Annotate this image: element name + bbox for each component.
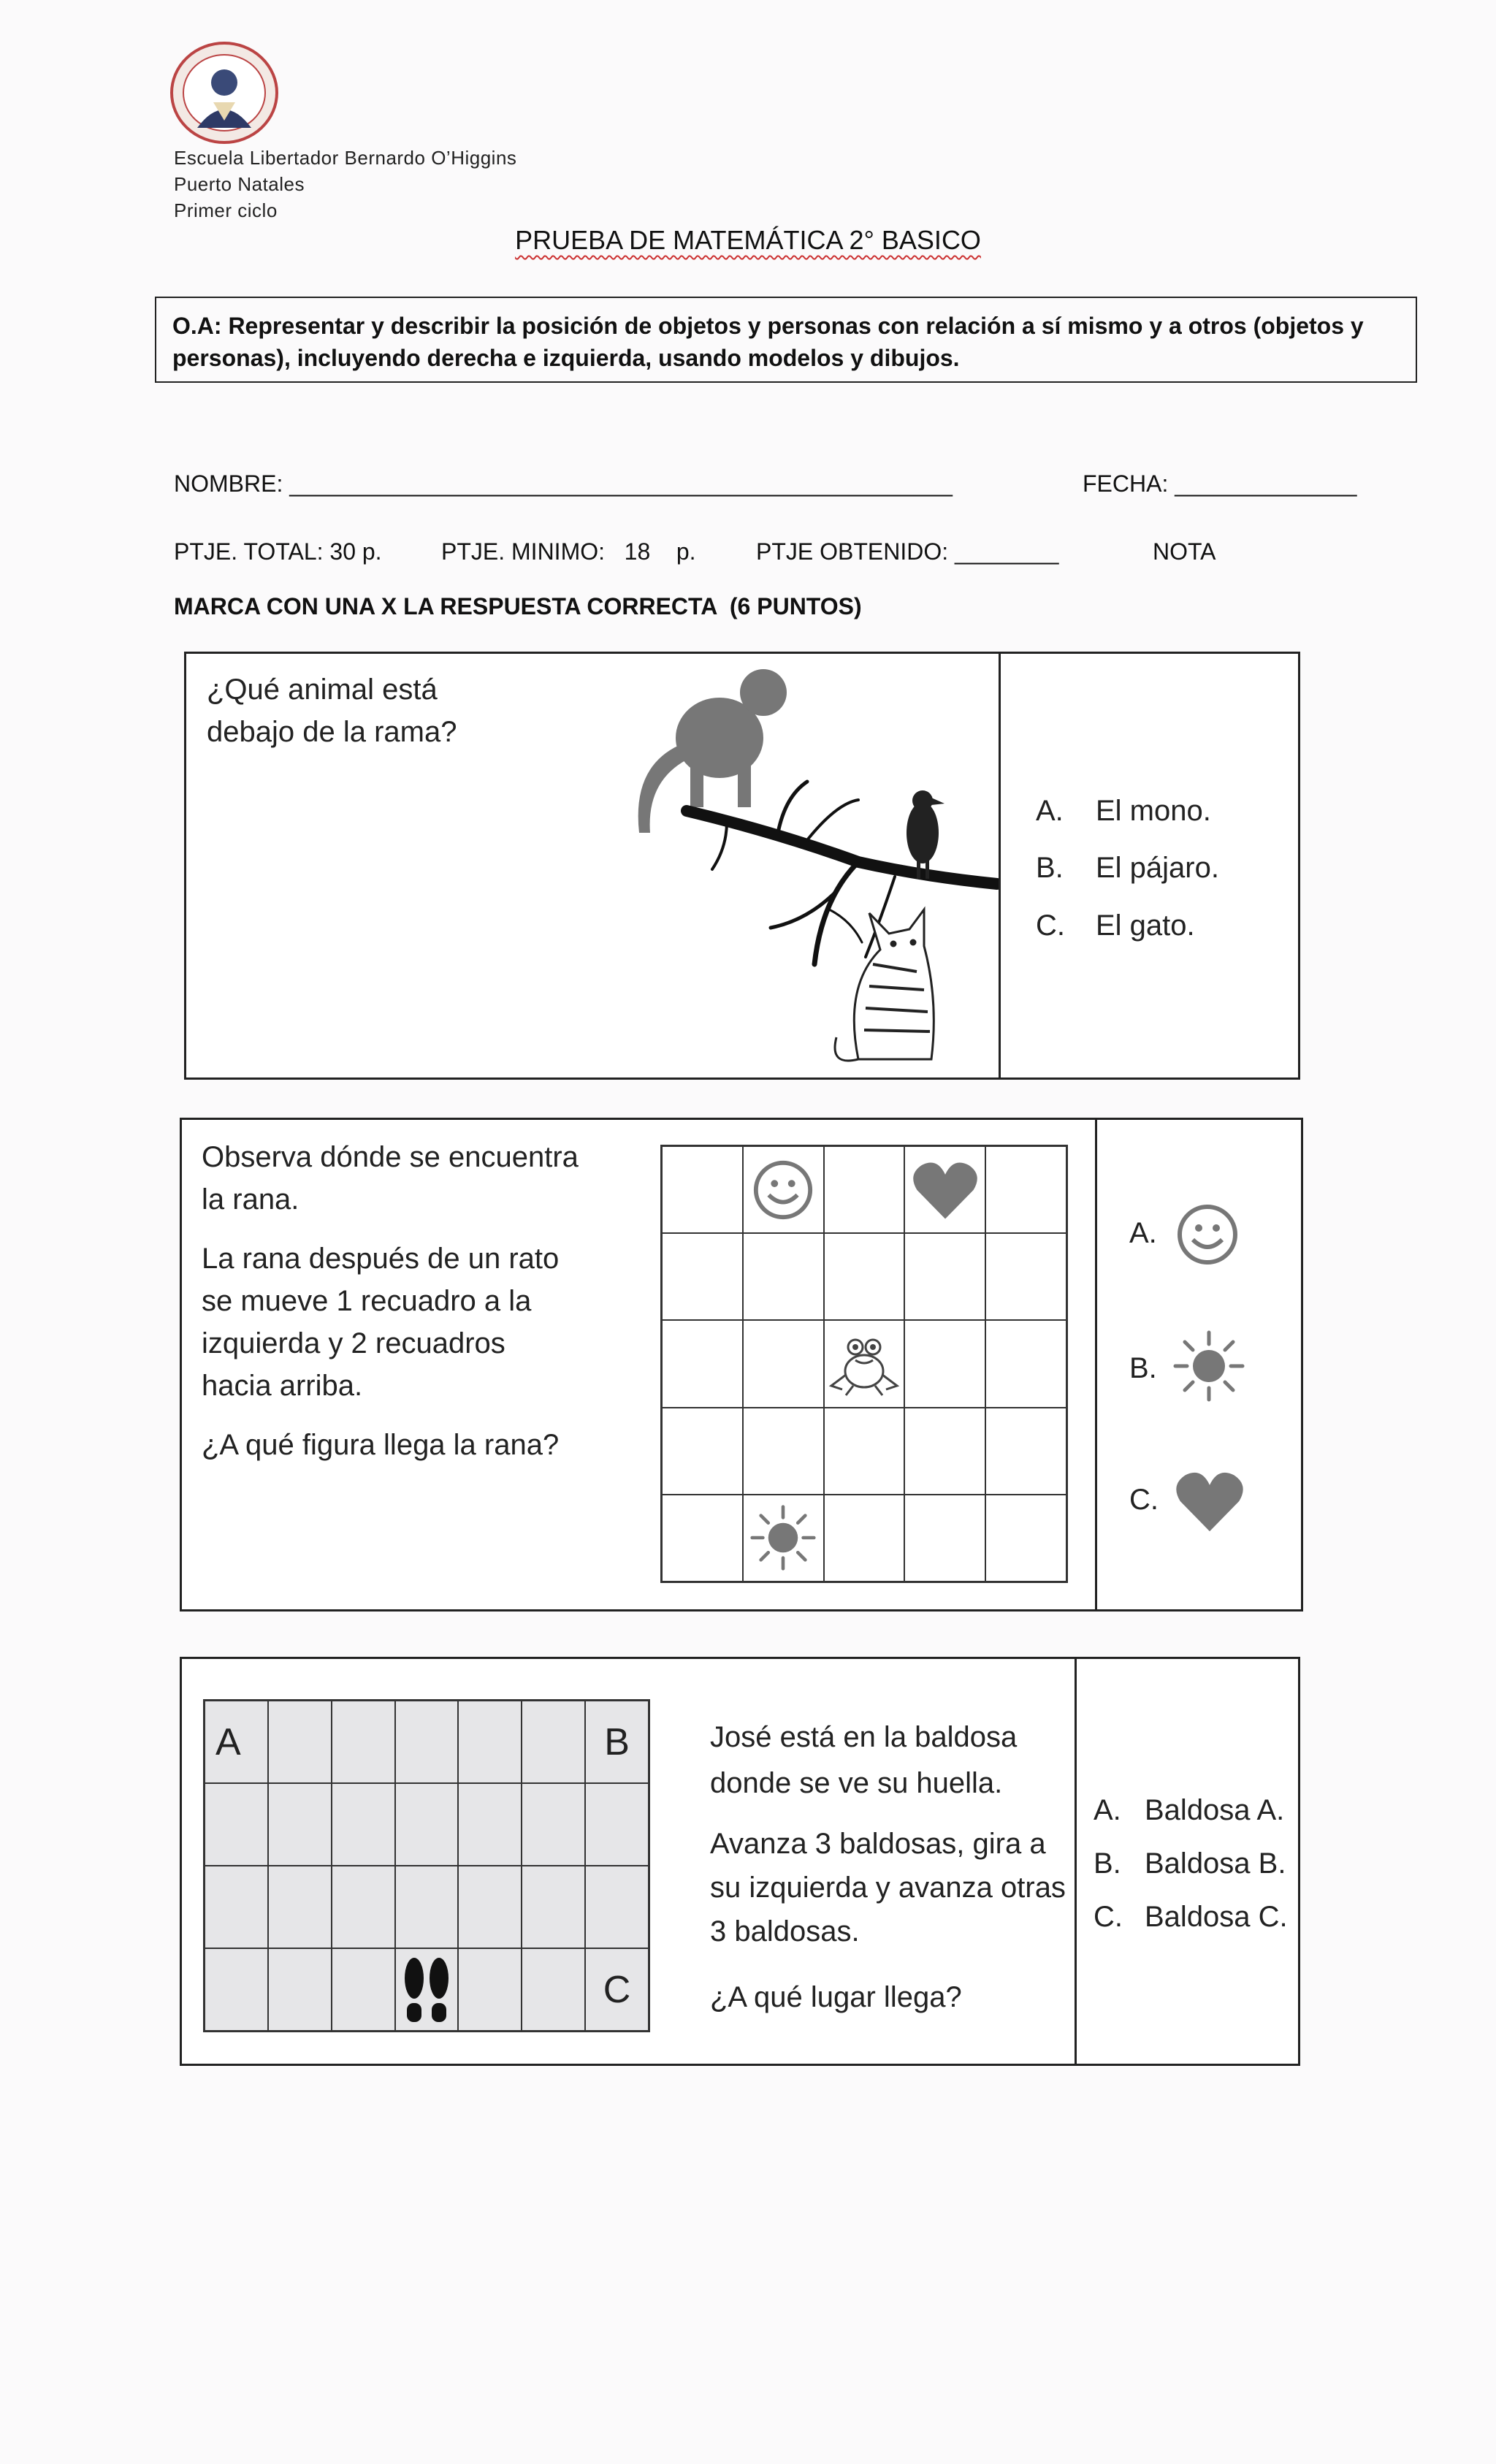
grid-cell [904, 1320, 985, 1407]
q3-option-a-letter: A. [1094, 1794, 1121, 1826]
tile-b: B [585, 1701, 649, 1783]
tile [585, 1866, 649, 1948]
q2-option-b-letter: B. [1129, 1352, 1157, 1384]
q3-text-line4: su izquierda y avanza otras [710, 1872, 1066, 1904]
frog-icon [828, 1331, 901, 1397]
q3-option-b-text: Baldosa B. [1145, 1847, 1286, 1880]
q1-option-c-text: El gato. [1096, 909, 1195, 942]
q1-text-line2: debajo de la rama? [207, 716, 457, 748]
q1-option-b-text: El pájaro. [1096, 852, 1219, 884]
grid-cell [904, 1495, 985, 1582]
grid-cell [985, 1408, 1066, 1495]
tile [332, 1948, 395, 2031]
q2-option-c-letter: C. [1129, 1484, 1159, 1516]
sun-icon [1172, 1330, 1245, 1403]
grid-cell [985, 1146, 1066, 1233]
q2-text-line3: La rana después de un rato [202, 1243, 560, 1275]
grid-cell [904, 1233, 985, 1320]
tile-a: A [205, 1701, 268, 1783]
instruction: MARCA CON UNA X LA RESPUESTA CORRECTA (6 PUNTOS) [174, 593, 862, 619]
q3-text-line3: Avanza 3 baldosas, gira a [710, 1828, 1046, 1860]
q3-option-b[interactable] [1094, 1847, 1286, 1880]
bird-icon [907, 790, 944, 879]
q3-text-line2: donde se ve su huella. [710, 1767, 1003, 1799]
q2-text-line2: la rana. [202, 1183, 299, 1216]
tree-branch-icon [687, 782, 997, 964]
grid-cell [662, 1495, 743, 1582]
grid-cell [662, 1146, 743, 1233]
tile [395, 1783, 459, 1866]
school-city: Puerto Natales [174, 173, 305, 195]
frog-grid [660, 1145, 1068, 1583]
tile [268, 1948, 332, 2031]
sun-icon [749, 1504, 817, 1571]
column-divider [1075, 1659, 1077, 2064]
q1-option-b-letter: B. [1036, 852, 1064, 884]
footprints-icon [401, 1956, 452, 2024]
q3-option-c-text: Baldosa C. [1145, 1901, 1288, 1933]
grid-cell [985, 1495, 1066, 1582]
name-field[interactable]: NOMBRE: ___________________________________________________ [174, 470, 953, 497]
q1-text-line1: ¿Qué animal está [207, 674, 438, 706]
grid-cell [743, 1495, 824, 1582]
grid-cell [904, 1146, 985, 1233]
tile [458, 1783, 522, 1866]
cat-icon [835, 909, 934, 1061]
tile [395, 1701, 459, 1783]
school-seal-logo [168, 40, 281, 146]
page-title [0, 225, 1496, 256]
tile [205, 1948, 268, 2031]
q1-option-c-letter: C. [1036, 909, 1065, 942]
tile [268, 1701, 332, 1783]
grid-cell [824, 1146, 905, 1233]
smiley-icon [1175, 1202, 1240, 1267]
q2-option-c[interactable] [1129, 1483, 1159, 1517]
obtained-score-field[interactable]: PTJE OBTENIDO: ________ [756, 538, 1059, 565]
grid-cell [824, 1408, 905, 1495]
tile [268, 1866, 332, 1948]
tile [268, 1783, 332, 1866]
q1-option-a-text: El mono. [1096, 795, 1211, 827]
q3-option-a[interactable] [1094, 1793, 1284, 1827]
smiley-icon [751, 1158, 815, 1222]
tile [522, 1701, 585, 1783]
q2-text-line4: se mueve 1 recuadro a la [202, 1285, 532, 1317]
tile [395, 1866, 459, 1948]
q2-text-line5: izquierda y 2 recuadros [202, 1327, 505, 1359]
tile-grid [203, 1699, 650, 2032]
monkey-icon [638, 669, 787, 833]
grid-cell [743, 1408, 824, 1495]
tile [205, 1783, 268, 1866]
grid-cell [662, 1320, 743, 1407]
tile [395, 1948, 459, 2031]
grade-label: NOTA [1153, 538, 1216, 565]
grid-cell [662, 1233, 743, 1320]
tile [205, 1866, 268, 1948]
q1-option-a-letter: A. [1036, 795, 1064, 827]
grid-cell [985, 1320, 1066, 1407]
grid-cell [743, 1233, 824, 1320]
grid-cell [824, 1233, 905, 1320]
tile [458, 1866, 522, 1948]
q3-option-a-text: Baldosa A. [1145, 1794, 1285, 1826]
tile [522, 1866, 585, 1948]
grid-cell [662, 1408, 743, 1495]
grid-cell [743, 1320, 824, 1407]
grid-cell [985, 1233, 1066, 1320]
q1-option-b[interactable] [1036, 851, 1219, 885]
school-name: Escuela Libertador Bernardo O’Higgins [174, 147, 517, 169]
q3-text-line1: José está en la baldosa [710, 1721, 1018, 1753]
q1-option-c[interactable] [1036, 909, 1195, 942]
q1-option-a[interactable] [1036, 794, 1211, 828]
q2-option-a-letter: A. [1129, 1217, 1157, 1249]
q3-text-line5: 3 baldosas. [710, 1915, 860, 1948]
learning-objective-box: O.A: Representar y describir la posición de objetos y personas con relación a sí mismo y a otros (objetos y personas), incluyendo derecha e izquierda, usando modelos y dibujos. [155, 297, 1417, 383]
tile [332, 1783, 395, 1866]
tile [332, 1866, 395, 1948]
tile [522, 1783, 585, 1866]
date-field[interactable]: FECHA: ______________ [1083, 470, 1357, 497]
q2-text-line6: hacia arriba. [202, 1370, 363, 1402]
tile [332, 1701, 395, 1783]
q2-option-b[interactable] [1129, 1351, 1157, 1385]
grid-cell [904, 1408, 985, 1495]
page-title-text: PRUEBA DE MATEMÁTICA 2° BASICO [515, 225, 981, 255]
tile [458, 1948, 522, 2031]
tile [522, 1948, 585, 2031]
column-divider [1095, 1120, 1097, 1609]
total-score: PTJE. TOTAL: 30 p. [174, 538, 382, 565]
heart-icon [1175, 1468, 1245, 1534]
grid-cell [743, 1146, 824, 1233]
q2-text-line7: ¿A qué figura llega la rana? [202, 1429, 560, 1461]
heart-icon [912, 1158, 979, 1222]
grid-cell [824, 1495, 905, 1582]
q2-option-a[interactable] [1129, 1216, 1157, 1250]
minimum-score: PTJE. MINIMO: 18 p. [441, 538, 696, 565]
tile [458, 1701, 522, 1783]
q3-option-c[interactable] [1094, 1900, 1288, 1934]
column-divider [999, 654, 1001, 1077]
tile-c: C [585, 1948, 649, 2031]
q2-text-line1: Observa dónde se encuentra [202, 1141, 579, 1173]
school-cycle: Primer ciclo [174, 199, 278, 221]
grid-cell [824, 1320, 905, 1407]
branch-animals-illustration [617, 657, 999, 1067]
q3-option-c-letter: C. [1094, 1901, 1123, 1933]
q3-option-b-letter: B. [1094, 1847, 1121, 1880]
q3-text-line6: ¿A qué lugar llega? [710, 1981, 962, 2013]
tile [585, 1783, 649, 1866]
